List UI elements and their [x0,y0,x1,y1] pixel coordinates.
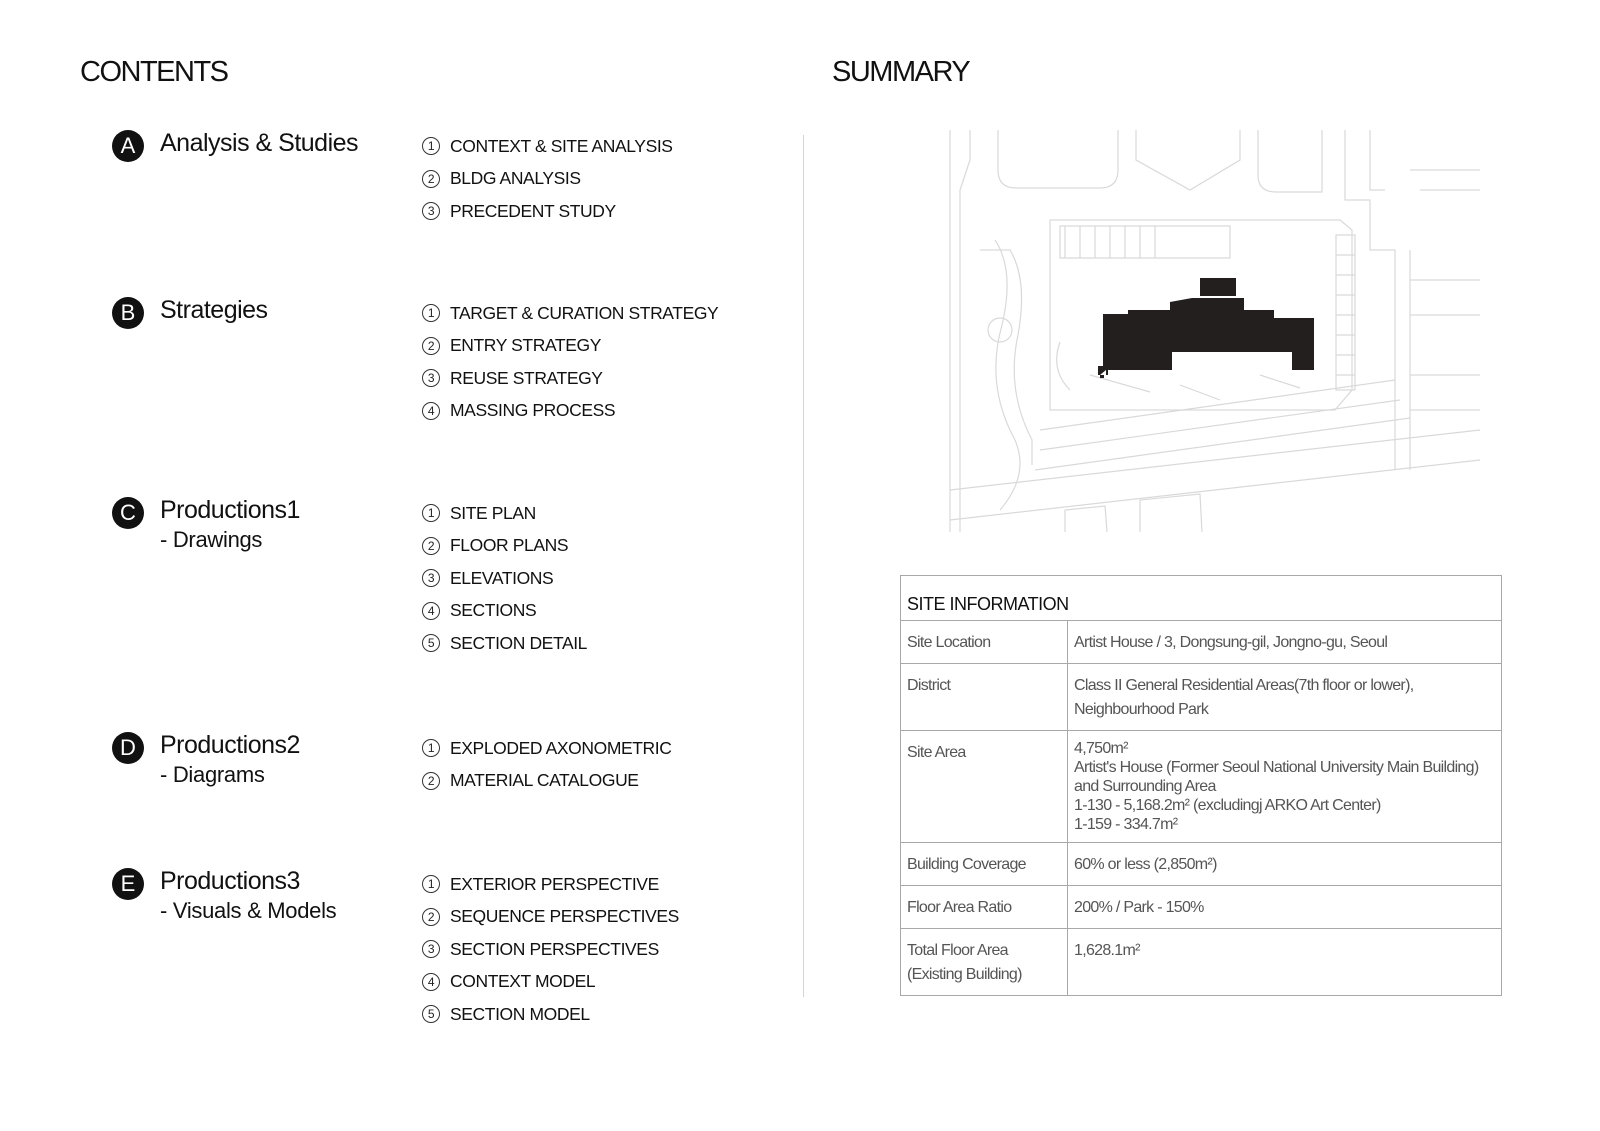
section-letter-badge: D [112,732,144,764]
site-information-table [900,575,1502,996]
site-line [980,250,1032,465]
site-line [1065,226,1155,258]
value-line: Neighbourhood Park [1074,701,1209,718]
number-badge: 2 [422,337,440,355]
row-label: Site Area [901,731,1068,843]
section-item-list [422,732,672,797]
number-badge: 1 [422,875,440,893]
table-row [901,886,1502,929]
item-label: BLDG ANALYSIS [450,168,581,189]
item-label: MASSING PROCESS [450,400,616,421]
table-header-row [901,576,1502,621]
section-title: Productions3 [160,867,300,895]
label-line: (Existing Building) [907,966,1022,983]
section-item-list [422,497,587,660]
site-line [960,130,970,532]
number-badge: 4 [422,973,440,991]
section-letter-badge: B [112,297,144,329]
section-title: Productions2 [160,731,300,759]
number-badge: 1 [422,304,440,322]
site-line [1410,280,1480,410]
value-line: 4,750m² [1074,740,1128,757]
section-subtitle: - Diagrams [160,762,265,787]
contents-item[interactable] [422,195,673,228]
section-title: Analysis & Studies [160,129,359,157]
number-badge: 3 [422,940,440,958]
row-value [1068,664,1502,731]
item-label: SECTION PERSPECTIVES [450,938,659,959]
site-line [1060,226,1230,258]
row-value [1068,621,1502,664]
number-badge: 1 [422,137,440,155]
row-value [1068,731,1502,843]
value-line: 1-130 - 5,168.2m² (excludingj ARKO Art Center) [1074,797,1381,814]
number-badge: 2 [422,170,440,188]
item-label: SEQUENCE PERSPECTIVES [450,906,679,927]
row-label: Floor Area Ratio [901,886,1068,929]
site-line [1370,130,1385,190]
section-title: Strategies [160,296,268,324]
contents-item[interactable] [422,732,672,765]
contents-item[interactable] [422,627,587,660]
number-badge: 4 [422,602,440,620]
contents-item[interactable] [422,330,718,363]
item-label: CONTEXT MODEL [450,971,596,992]
item-label: SECTION DETAIL [450,632,588,653]
number-badge: 1 [422,739,440,757]
contents-item[interactable] [422,297,718,330]
item-label: TARGET & CURATION STRATEGY [450,302,719,323]
contents-item[interactable] [422,395,718,428]
site-line [1410,170,1480,190]
item-label: REUSE STRATEGY [450,367,603,388]
item-label: EXPLODED AXONOMETRIC [450,737,672,758]
building-mass [1103,298,1192,370]
number-badge: 2 [422,772,440,790]
number-badge: 2 [422,537,440,555]
contents-item[interactable] [422,966,679,999]
column-divider [803,135,804,997]
contents-title: CONTENTS [80,56,228,88]
contents-item[interactable] [422,497,587,530]
contents-item[interactable] [422,163,673,196]
row-label [901,929,1068,996]
section-title: Productions1 [160,496,300,524]
value-line: Class II General Residential Areas(7th floor or lower), [1074,677,1414,694]
table-row [901,731,1502,843]
number-badge: 3 [422,202,440,220]
value-line: 200% / Park - 150% [1074,899,1204,916]
item-label: CONTEXT & SITE ANALYSIS [450,135,673,156]
label-line: Total Floor Area [907,942,1008,959]
value-line: Artist's House (Former Seoul National University Main Building) [1074,759,1479,776]
value-line: and Surrounding Area [1074,778,1216,795]
section-item-list [422,297,718,427]
table-row [901,664,1502,731]
contents-item[interactable] [422,901,679,934]
building-footprint [1098,278,1314,378]
row-value [1068,929,1502,996]
table-header: SITE INFORMATION [901,576,1502,621]
number-badge: 3 [422,369,440,387]
number-badge: 5 [422,634,440,652]
number-badge: 5 [422,1005,440,1023]
table-row [901,929,1502,996]
row-label: Site Location [901,621,1068,664]
item-label: PRECEDENT STUDY [450,200,616,221]
item-label: SECTIONS [450,600,537,621]
contents-item[interactable] [422,130,673,163]
contents-item[interactable] [422,933,679,966]
number-badge: 4 [422,402,440,420]
item-label: ELEVATIONS [450,567,554,588]
contents-item[interactable] [422,595,587,628]
contents-item[interactable] [422,765,672,798]
table-row [901,621,1502,664]
item-label: EXTERIOR PERSPECTIVE [450,873,659,894]
section-letter-badge: C [112,497,144,529]
row-value [1068,843,1502,886]
section-letter-badge: A [112,130,144,162]
row-label: District [901,664,1068,731]
row-value [1068,886,1502,929]
number-badge: 1 [422,504,440,522]
section-letter-badge: E [112,868,144,900]
contents-item[interactable] [422,562,587,595]
section-subtitle: - Drawings [160,527,263,552]
contents-item[interactable] [422,868,679,901]
site-line [1065,506,1107,532]
site-line [995,240,1020,510]
contents-item[interactable] [422,998,679,1031]
site-line [950,430,1480,520]
section-item-list [422,868,679,1031]
site-line [998,130,1118,188]
item-label: ENTRY STRATEGY [450,335,601,356]
item-label: SECTION MODEL [450,1003,590,1024]
site-line [1140,494,1202,532]
item-label: MATERIAL CATALOGUE [450,770,639,791]
number-badge: 2 [422,908,440,926]
number-badge: 3 [422,569,440,587]
item-label: SITE PLAN [450,502,536,523]
site-line [1258,130,1322,192]
contents-item[interactable] [422,362,718,395]
item-label: FLOOR PLANS [450,535,569,556]
summary-title: SUMMARY [832,56,970,88]
value-line: 1,628.1m² [1074,942,1140,959]
site-line [1035,380,1410,470]
value-line: Artist House / 3, Dongsung-gil, Jongno-gu, Seoul [1074,634,1388,651]
table-row [901,843,1502,886]
value-line: 1-159 - 334.7m² [1074,816,1178,833]
value-line: 60% or less (2,850m²) [1074,856,1217,873]
site-plan-drawing [940,130,1480,532]
row-label: Building Coverage [901,843,1068,886]
site-line [1136,130,1240,190]
section-subtitle: - Visuals & Models [160,898,337,923]
building-annex [1200,278,1236,296]
site-line [988,318,1012,342]
section-item-list [422,130,673,228]
contents-item[interactable] [422,530,587,563]
